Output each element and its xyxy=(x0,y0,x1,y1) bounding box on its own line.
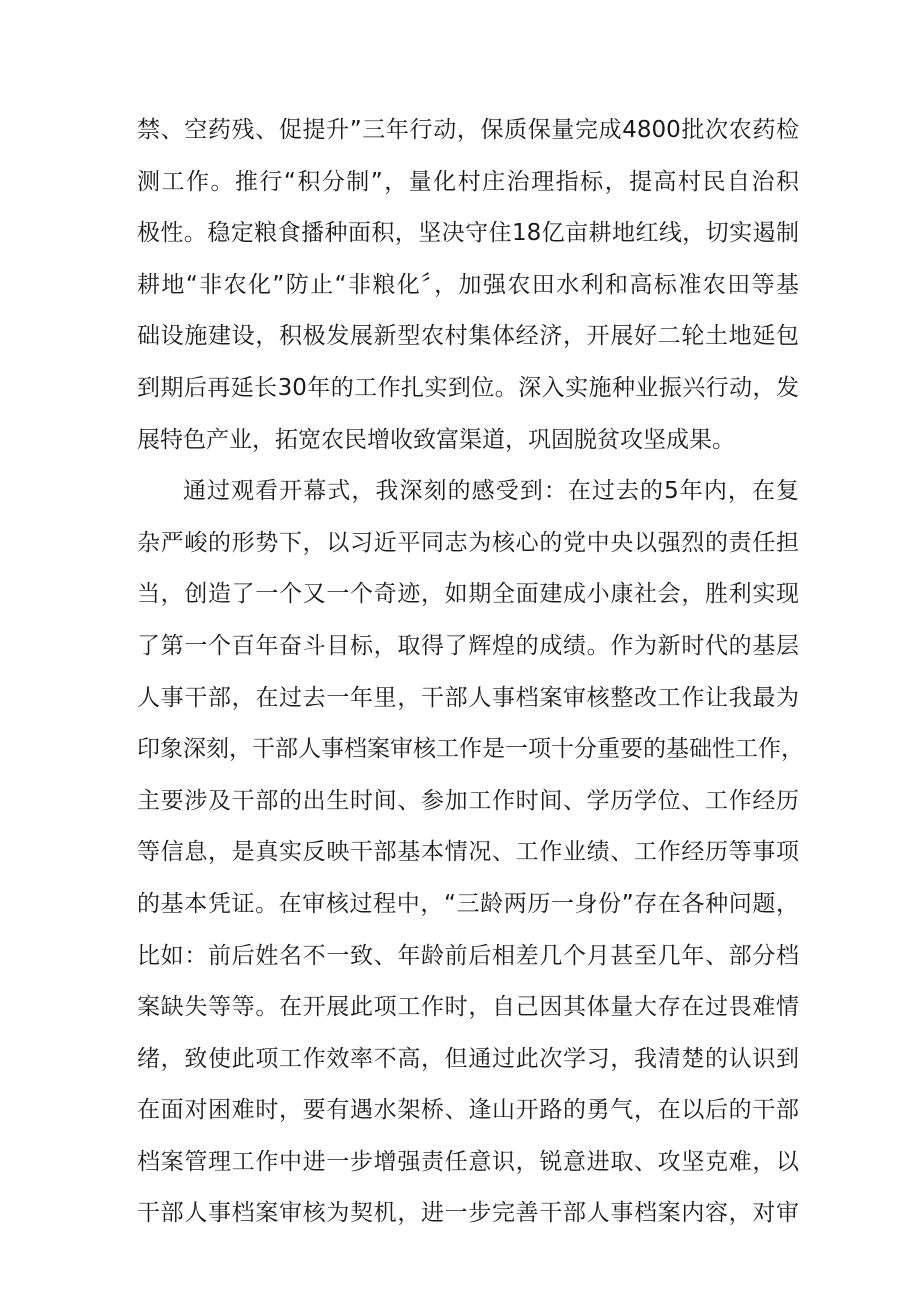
text-line: 耕地“非农化”防止“非粮化〞，加强农田水利和高标准农田等基 xyxy=(137,271,799,298)
text-line: 了第一个百年奋斗目标，取得了辉煌的成绩。作为新时代的基层 xyxy=(137,632,799,659)
text-line: 到期后再延长30年的工作扎实到位。深入实施种业振兴行动，发 xyxy=(137,374,799,401)
text-line: 禁、空药残、促提升”三年行动，保质保量完成4800批次农药检 xyxy=(137,117,799,143)
text-line: 通过观看开幕式，我深刻的感受到：在过去的5年内，在复 xyxy=(183,478,799,505)
text-line: 档案管理工作中进一步增强责任意识，锐意进取、攻坚克难，以 xyxy=(137,1148,799,1175)
text-line: 杂严峻的形势下，以习近平同志为核心的党中央以强烈的责任担 xyxy=(137,529,799,556)
text-line: 绪，致使此项工作效率不高，但通过此次学习，我清楚的认识到 xyxy=(137,1045,799,1072)
text-line: 极性。稳定粮食播种面积，坚决守住18亿亩耕地红线，切实遏制 xyxy=(137,220,799,247)
text-line: 干部人事档案审核为契机，进一步完善干部人事档案内容，对审 xyxy=(137,1200,799,1227)
document-page xyxy=(137,105,804,1240)
paragraph-2 xyxy=(137,466,804,1240)
text-line: 案缺失等等。在开展此项工作时，自己因其体量大存在过畏难情 xyxy=(137,994,799,1021)
text-line: 测工作。推行“积分制”，量化村庄治理指标，提高村民自治积 xyxy=(137,168,799,195)
text-line: 的基本凭证。在审核过程中，“三龄两历一身份”存在各种问题， xyxy=(137,890,799,917)
text-line: 等信息，是真实反映干部基本情况、工作业绩、工作经历等事项 xyxy=(137,839,799,866)
paragraph-1 xyxy=(137,105,799,466)
text-line: 印象深刻，干部人事档案审核工作是一项十分重要的基础性工作， xyxy=(137,736,804,763)
text-line: 主要涉及干部的出生时间、参加工作时间、学历学位、工作经历 xyxy=(137,787,799,814)
text-line: 人事干部，在过去一年里，干部人事档案审核整改工作让我最为 xyxy=(137,684,799,711)
text-line: 在面对困难时，要有遇水架桥、逢山开路的勇气，在以后的干部 xyxy=(137,1097,799,1124)
text-line: 当，创造了一个又一个奇迹，如期全面建成小康社会，胜利实现 xyxy=(137,581,799,608)
text-line: 比如：前后姓名不一致、年龄前后相差几个月甚至几年、部分档 xyxy=(137,942,799,969)
text-line: 展特色产业，拓宽农民增收致富渠道，巩固脱贫攻坚成果。 xyxy=(137,426,735,453)
text-line: 础设施建设，积极发展新型农村集体经济，开展好二轮土地延包 xyxy=(137,323,799,350)
